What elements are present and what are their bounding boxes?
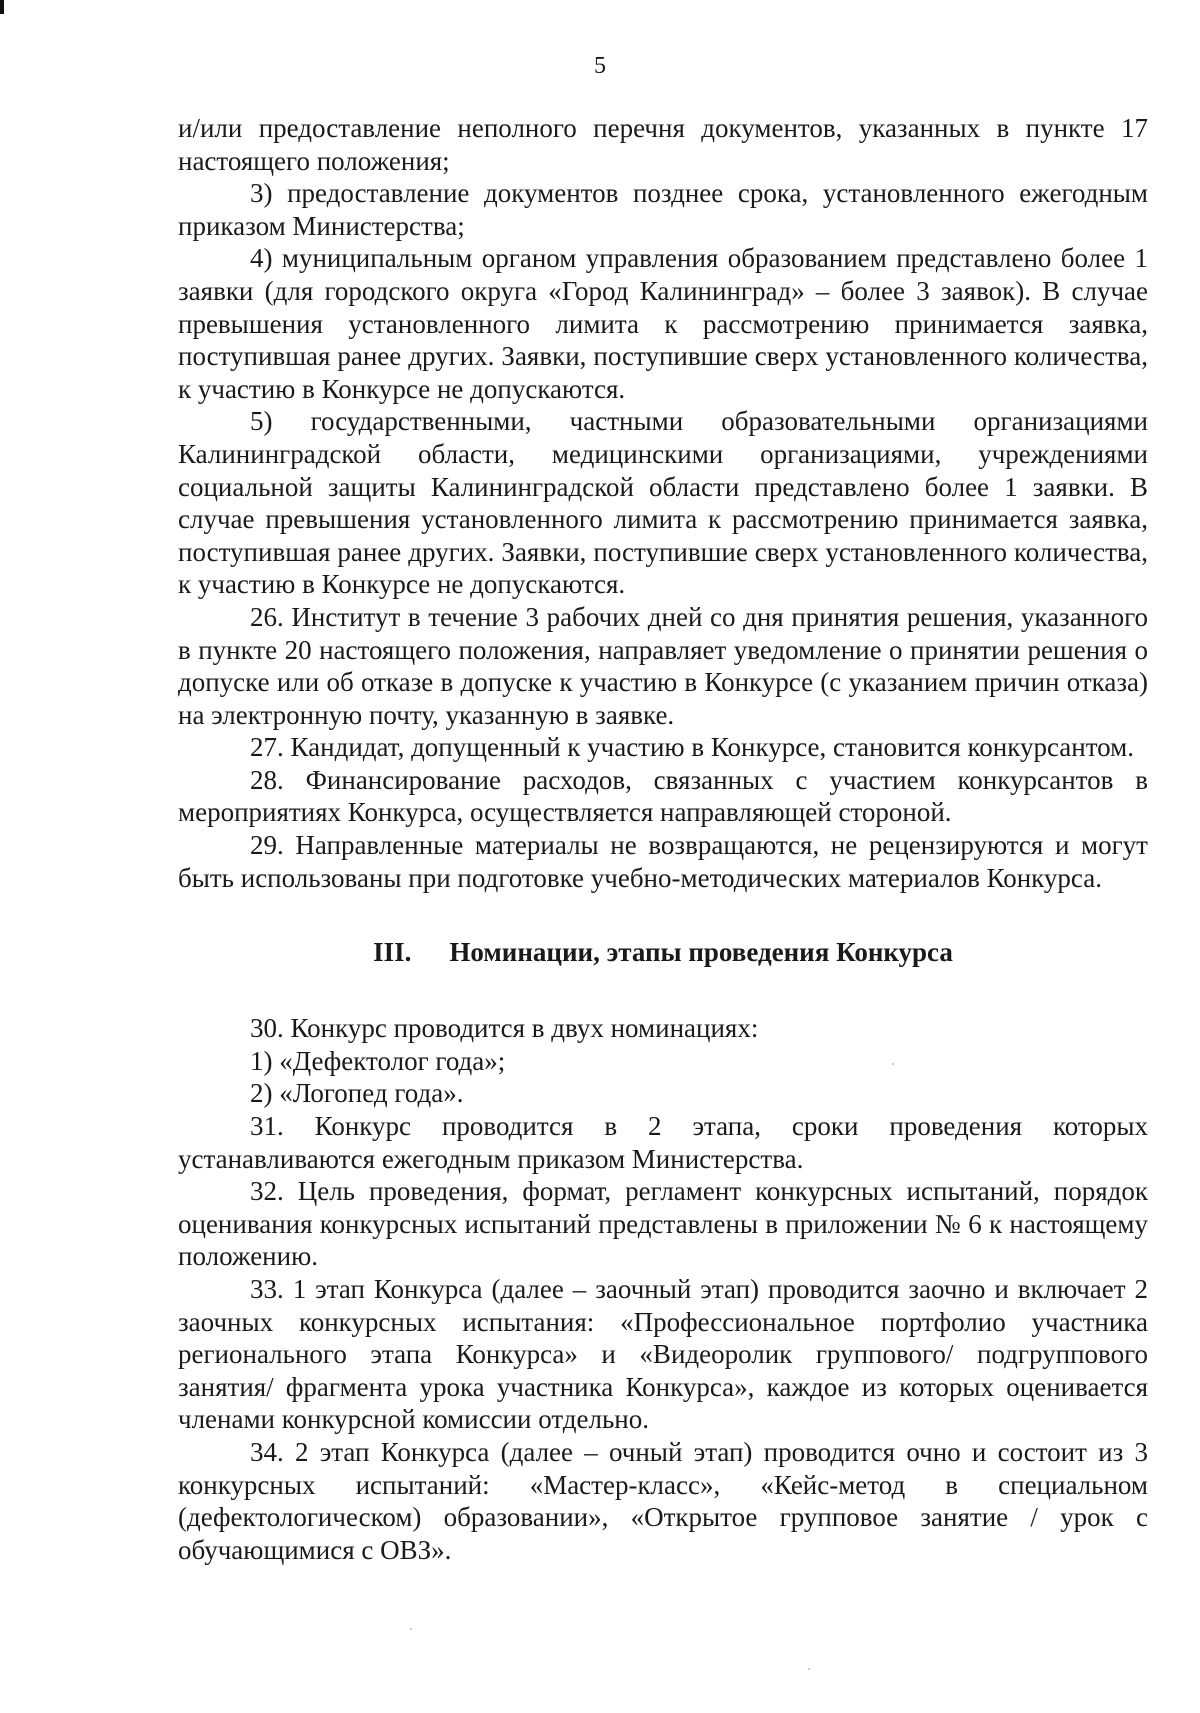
paragraph-continuation: и/или предоставление неполного перечня документов, указанных в пункте 17 настоящего положения; [178, 113, 1148, 176]
paragraph-item-5: 5) государственными, частными образовательными организациями Калининградской области, медицинскими организациями, учреждениями социальной защиты Калининградской области представлено более 1 заявки. В случае превышения установленного лимита к рассмотрению принимается заявка, поступившая ранее других. Заявки, поступившие сверх установленного количества, к участию в Конкурсе не допускаются. [178, 406, 1148, 600]
paragraph-item-3: 3) предоставление документов позднее срока, установленного ежегодным приказом Министерства; [178, 178, 1148, 241]
section-title: Номинации, этапы проведения Конкурса [449, 937, 953, 968]
paragraph-32: 32. Цель проведения, формат, регламент конкурсных испытаний, порядок оценивания конкурсных испытаний представлены в приложении № 6 к настоящему положению. [178, 1176, 1148, 1272]
page-number: 5 [594, 53, 606, 79]
scan-speck [892, 1063, 894, 1065]
paragraph-30: 30. Конкурс проводится в двух номинациях: [250, 1013, 759, 1044]
paragraph-29: 29. Направленные материалы не возвращаются, не рецензируются и могут быть использованы при подготовке учебно-методических материалов Конкурса. [178, 830, 1148, 893]
paragraph-28: 28. Финансирование расходов, связанных с участием конкурсантов в мероприятиях Конкурса, осуществляется направляющей стороной. [178, 764, 1148, 828]
nomination-item-2: 2) «Логопед года». [250, 1078, 464, 1109]
paragraph-27: 27. Кандидат, допущенный к участию в Конкурсе, становится конкурсантом. [250, 732, 1134, 763]
scan-speck [410, 1628, 412, 1630]
paragraph-33: 33. 1 этап Конкурса (далее – заочный этап) проводится заочно и включает 2 заочных конкурсных испытания: «Профессиональное портфолио участника регионального этапа Конкурса» и «Видеоролик группового/ подгруппового занятия/ фрагмента урока участника Конкурса», каждое из которых оценивается членами конкурсной комиссии отдельно. [178, 1274, 1148, 1435]
scan-speck [808, 1668, 810, 1670]
section-heading [178, 936, 1148, 968]
paragraph-item-4: 4) муниципальным органом управления образованием представлено более 1 заявки (для городского округа «Город Калининград» – более 3 заявок). В случае превышения установленного лимита к рассмотрению принимается заявка, поступившая ранее других. Заявки, поступившие сверх установленного количества, к участию в Конкурсе не допускаются. [178, 243, 1148, 404]
document-body [178, 112, 1148, 1566]
section-number: III. [373, 937, 412, 968]
paragraph-26: 26. Институт в течение 3 рабочих дней со дня принятия решения, указанного в пункте 20 настоящего положения, направляет уведомление о принятии решения о допуске или об отказе в допуске к участию в Конкурсе (с указанием причин отказа) на электронную почту, указанную в заявке. [178, 601, 1148, 730]
nomination-item-1: 1) «Дефектолог года»; [250, 1045, 506, 1076]
paragraph-31: 31. Конкурс проводится в 2 этапа, сроки проведения которых устанавливаются ежегодным приказом Министерства. [178, 1111, 1148, 1174]
paragraph-34: 34. 2 этап Конкурса (далее – очный этап) проводится очно и состоит из 3 конкурсных испытаний: «Мастер-класс», «Кейс-метод в специальном (дефектологическом) образовании», «Открытое групповое занятие / урок с обучающимися с ОВЗ». [178, 1436, 1148, 1565]
scan-corner-mark [0, 0, 4, 14]
